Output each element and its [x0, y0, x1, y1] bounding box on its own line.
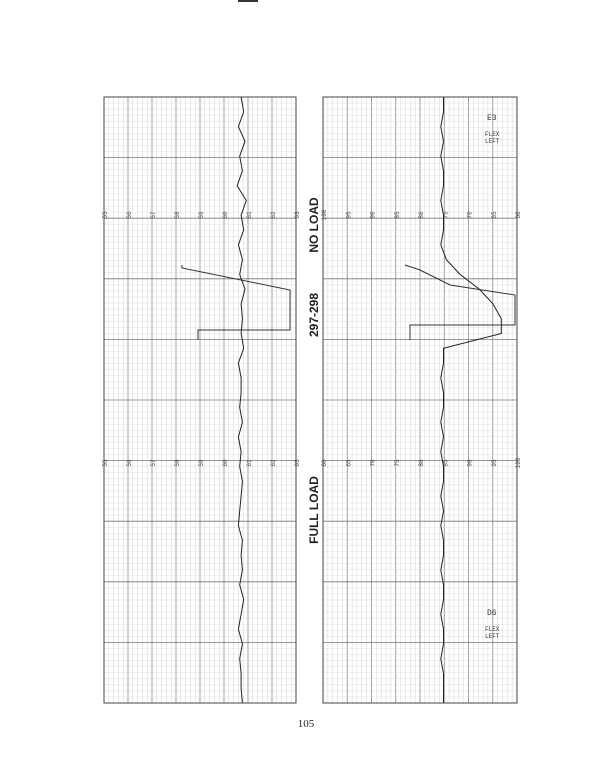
scale-tick-upper: 95	[345, 211, 353, 219]
scale-tick-upper: 85	[393, 211, 401, 219]
grid-layer	[104, 97, 517, 703]
scale-tick-upper: 62	[270, 211, 277, 219]
scale-tick-lower: 59	[198, 459, 205, 467]
scale-tick-lower: 65	[345, 459, 353, 467]
scale-tick-lower: 57	[150, 459, 157, 467]
scale-tick-upper: 55	[102, 211, 109, 219]
scale-tick-upper: 61	[246, 211, 253, 219]
event-step-left	[182, 265, 290, 340]
scale-tick-upper: 65	[490, 211, 498, 219]
label-full-load: FULL LOAD	[307, 476, 321, 544]
scale-tick-lower: 80	[418, 459, 425, 467]
scale-tick-upper: 58	[174, 211, 181, 219]
annotation-top-line2: LEFT	[485, 138, 500, 145]
scale-tick-upper: 75	[442, 211, 450, 219]
scale-tick-lower: 55	[102, 459, 109, 467]
scale-tick-lower: 58	[174, 459, 181, 467]
annotation-top-code: E3	[487, 114, 497, 123]
scale-tick-upper: 100	[321, 209, 328, 221]
scale-tick-upper: 60	[222, 211, 229, 219]
scale-tick-lower: 100	[515, 457, 522, 469]
scale-tick-lower: 61	[246, 459, 253, 467]
annotation-bottom-code: D6	[487, 609, 497, 618]
scale-tick-lower: 75	[393, 459, 401, 467]
event-step-right	[405, 265, 515, 340]
scale-tick-lower: 95	[490, 459, 498, 467]
scale-tick-lower: 60	[222, 459, 229, 467]
scale-tick-lower: 70	[369, 459, 377, 467]
scale-tick-upper: 60	[515, 211, 522, 219]
annotation-bottom-line1: FLEX	[485, 626, 500, 633]
scale-tick-upper: 80	[418, 211, 425, 219]
label-no-load: NO LOAD	[307, 197, 321, 253]
scale-tick-lower: 63	[294, 459, 301, 467]
scale-tick-lower: 60	[321, 459, 328, 467]
page-number: 105	[297, 718, 315, 730]
scale-tick-upper: 70	[466, 211, 474, 219]
scale-tick-upper: 59	[198, 211, 205, 219]
scale-tick-lower: 62	[270, 459, 277, 467]
scale-tick-lower: 56	[126, 459, 133, 467]
scale-tick-upper: 63	[294, 211, 301, 219]
scale-tick-lower: 90	[466, 459, 474, 467]
scale-tick-upper: 56	[126, 211, 133, 219]
annotation-bottom-line2: LEFT	[485, 633, 500, 640]
scale-tick-upper: 90	[369, 211, 377, 219]
scale-tick-upper: 57	[150, 211, 157, 219]
annotation-top-line1: FLEX	[485, 131, 500, 138]
label-run-id: 297-298	[307, 292, 321, 338]
scale-tick-lower: 85	[442, 459, 450, 467]
